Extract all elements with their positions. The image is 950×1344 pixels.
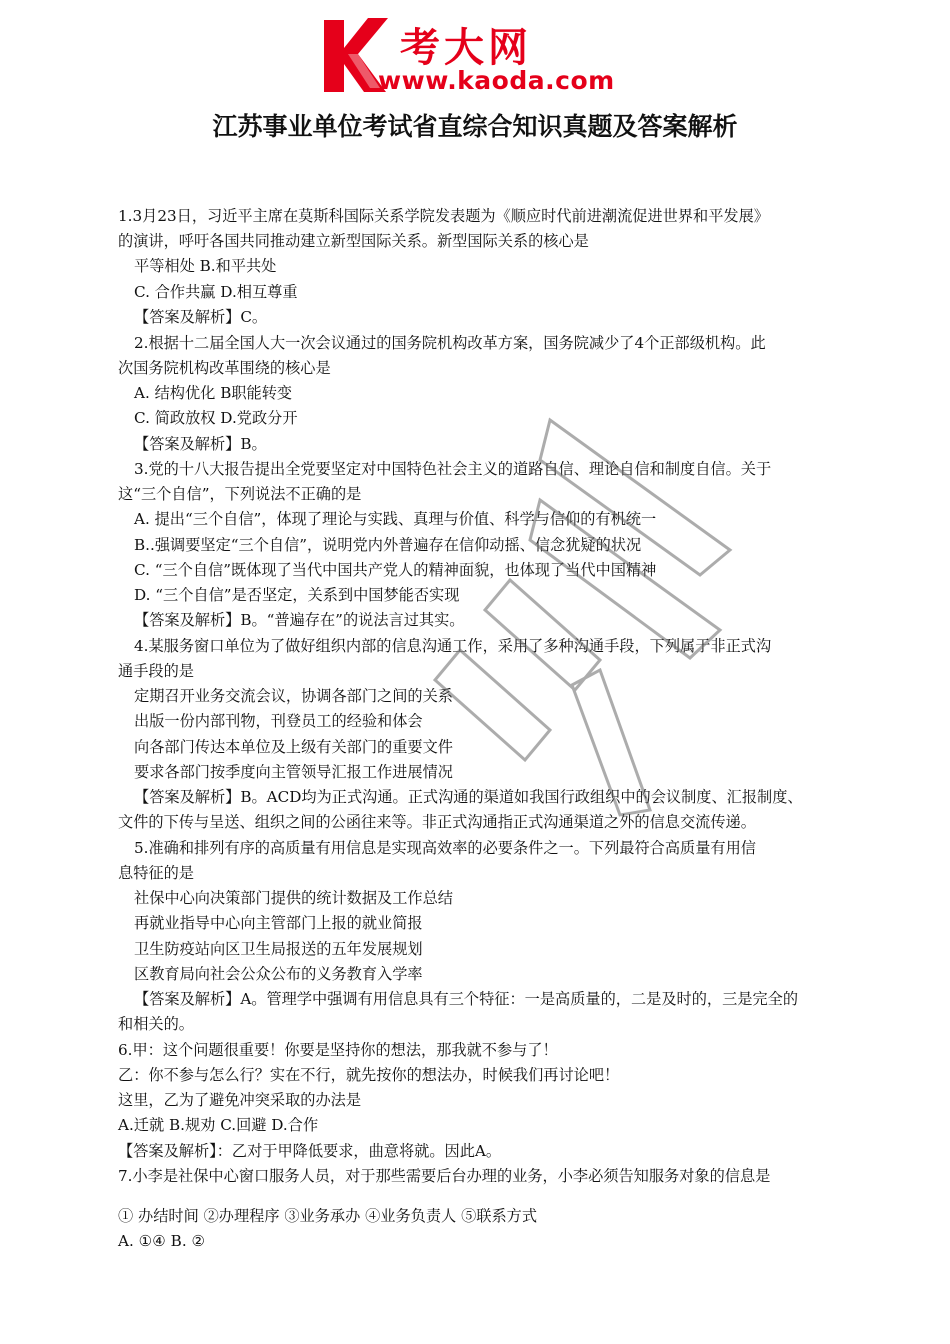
doc-line: 【答案及解析】C。	[134, 308, 268, 326]
doc-line: 6.甲：这个问题很重要！你要是坚持你的想法，那我就不参与了！	[118, 1041, 558, 1059]
doc-line: 5.准确和排列有序的高质量有用信息是实现高效率的必要条件之一。下列最符合高质量有用信	[134, 839, 756, 857]
doc-line: 7.小李是社保中心窗口服务人员，对于那些需要后台办理的业务，小李必须告知服务对象的信息是	[118, 1167, 771, 1185]
doc-line: 的演讲，呼吁各国共同推动建立新型国际关系。新型国际关系的核心是	[118, 232, 589, 250]
doc-line: 这“三个自信”，下列说法不正确的是	[118, 485, 362, 503]
doc-line: C. 合作共赢 D.相互尊重	[134, 283, 298, 301]
doc-line: ① 办结时间 ②办理程序 ③业务承办 ④业务负责人 ⑤联系方式	[118, 1207, 538, 1225]
doc-line: 区教育局向社会公众公布的义务教育入学率	[134, 965, 423, 983]
doc-line: 文件的下传与呈送、组织之间的公函往来等。非正式沟通指正式沟通渠道之外的信息交流传递。	[118, 813, 756, 831]
doc-line: 4.某服务窗口单位为了做好组织内部的信息沟通工作，采用了多种沟通手段，下列属于非正式沟	[134, 637, 772, 655]
doc-line: 【答案及解析】B。	[134, 435, 267, 453]
logo-url[interactable]: www.kaoda.com	[378, 66, 615, 95]
doc-line: 【答案及解析】B。“普遍存在”的说法言过其实。	[134, 611, 465, 629]
doc-line: 定期召开业务交流会议，协调各部门之间的关系	[134, 687, 453, 705]
doc-line: 卫生防疫站向区卫生局报送的五年发展规划	[134, 940, 423, 958]
doc-line: A.迁就 B.规劝 C.回避 D.合作	[118, 1116, 319, 1134]
doc-line: 息特征的是	[118, 864, 194, 882]
doc-line: 【答案及解析】A。管理学中强调有用信息具有三个特征：一是高质量的，二是及时的，三是完全的	[134, 990, 799, 1008]
watermark-graphic	[400, 400, 760, 820]
doc-line: 【答案及解析】：乙对于甲降低要求，曲意将就。因此A。	[118, 1142, 502, 1160]
doc-line: 和相关的。	[118, 1015, 194, 1033]
doc-line: D. “三个自信”是否坚定，关系到中国梦能否实现	[134, 586, 460, 604]
doc-line: C. 简政放权 D.党政分开	[134, 409, 298, 427]
doc-line: A. ①④ B. ②	[118, 1232, 206, 1250]
doc-line: A. 提出“三个自信”，体现了理论与实践、真理与价值、科学与信仰的有机统一	[134, 510, 657, 528]
doc-line: 2.根据十二届全国人大一次会议通过的国务院机构改革方案，国务院减少了4个正部级机构。此	[134, 334, 766, 352]
logo-name: 考大网	[400, 25, 532, 71]
kaoda-logo	[318, 12, 638, 94]
doc-line: C. “三个自信”既体现了当代中国共产党人的精神面貌，也体现了当代中国精神	[134, 561, 657, 579]
doc-line: 这里，乙为了避免冲突采取的办法是	[118, 1091, 361, 1109]
doc-line: 再就业指导中心向主管部门上报的就业简报	[134, 914, 423, 932]
doc-line: 【答案及解析】B。ACD均为正式沟通。正式沟通的渠道如我国行政组织中的会议制度、汇报制度、	[134, 788, 803, 806]
doc-line: A. 结构优化 B职能转变	[134, 384, 293, 402]
doc-line: 通手段的是	[118, 662, 194, 680]
page-title: 江苏事业单位考试省直综合知识真题及答案解析	[212, 112, 738, 141]
doc-line: 要求各部门按季度向主管领导汇报工作进展情况	[134, 763, 453, 781]
doc-line: 向各部门传达本单位及上级有关部门的重要文件	[134, 738, 453, 756]
doc-line: 平等相处 B.和平共处	[134, 257, 277, 275]
doc-line: 乙：你不参与怎么行？实在不行，就先按你的想法办，时候我们再讨论吧！	[118, 1066, 620, 1084]
doc-line: 1.3月23日，习近平主席在莫斯科国际关系学院发表题为《顺应时代前进潮流促进世界和平发展》	[118, 207, 769, 225]
doc-line: B..强调要坚定“三个自信”，说明党内外普遍存在信仰动摇、信念犹疑的状况	[134, 536, 642, 554]
doc-line: 次国务院机构改革围绕的核心是	[118, 359, 331, 377]
doc-line: 社保中心向决策部门提供的统计数据及工作总结	[134, 889, 453, 907]
doc-line: 3.党的十八大报告提出全党要坚定对中国特色社会主义的道路自信、理论自信和制度自信。关于	[134, 460, 772, 478]
doc-line: 出版一份内部刊物，刊登员工的经验和体会	[134, 712, 423, 730]
